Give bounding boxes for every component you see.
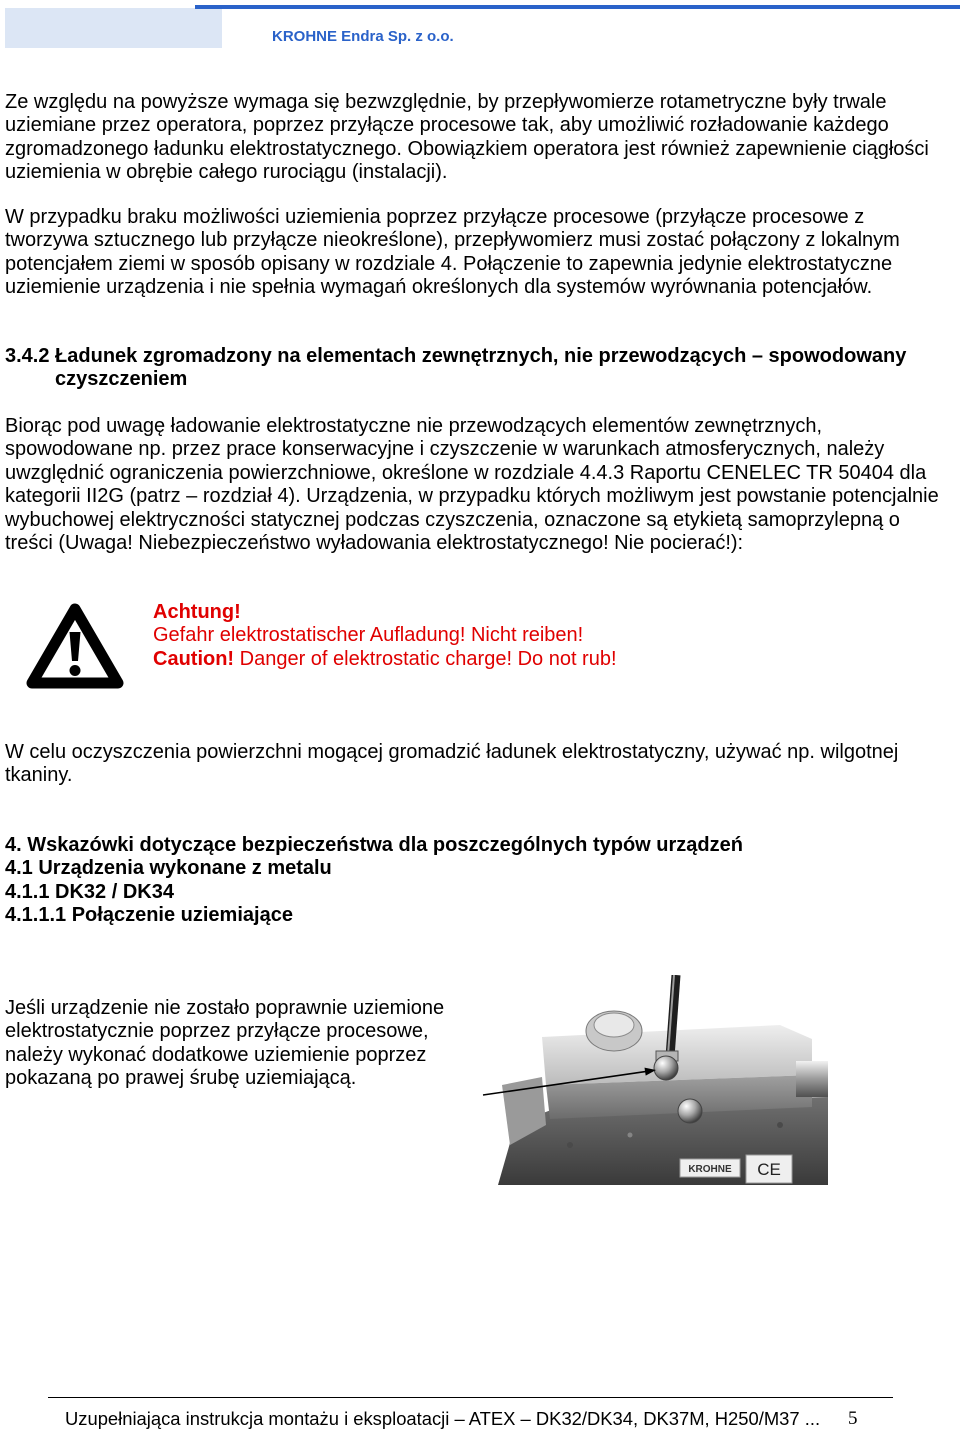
- page-number: 5: [848, 1408, 858, 1429]
- heading-section-4: 4. Wskazówki dotyczące bezpieczeństwa dla poszczególnych typów urządzeń: [5, 834, 743, 856]
- exclamation-dot: [70, 665, 81, 676]
- pipe-fitting: [796, 1061, 828, 1097]
- heading-section-4-1: 4.1 Urządzenia wykonane z metalu: [5, 857, 332, 880]
- text-line: uziemienie urządzenia i nie spełnia wymagań określonych dla systemów wyrównania potencjałów.: [5, 276, 873, 299]
- header-rule: [195, 5, 960, 9]
- footer-rule: [48, 1397, 893, 1398]
- grounding-screw-paragraph: [5, 997, 444, 1091]
- warning-text-en: [153, 648, 617, 671]
- warning-label-text: [153, 601, 617, 671]
- warning-triangle-icon: [25, 600, 125, 692]
- housing-texture: [567, 1142, 573, 1148]
- nameplate-brand: KROHNE: [688, 1164, 732, 1175]
- intro-paragraph: [5, 91, 929, 185]
- text-line: kategorii II2G (patrz – rozdział 4). Urządzenia, w przypadku których możliwym jest powstanie potencjalnie: [5, 485, 939, 508]
- text-line: W celu oczyszczenia powierzchni mogącej gromadzić ładunek elektrostatyczny, używać np. wilgotnej: [5, 741, 899, 763]
- device-photo: [480, 975, 828, 1185]
- text-line: Jeśli urządzenie nie zostało poprawnie uziemione: [5, 997, 445, 1019]
- text-line: Ze względu na powyższe wymaga się bezwzględnie, by przepływomierze rotametryczne były trwale: [5, 91, 887, 113]
- header-logo-box: [5, 8, 222, 48]
- warning-title-de: Achtung!: [153, 601, 241, 623]
- warning-message-en: Danger of elektrostatic charge! Do not rub!: [234, 647, 617, 670]
- section-3-4-2-heading: [5, 345, 906, 392]
- text-line: W przypadku braku możliwości uziemienia poprzez przyłącze procesowe (przyłącze procesowe z: [5, 206, 865, 228]
- cleaning-advice-paragraph: [5, 741, 898, 788]
- housing-texture: [628, 1133, 633, 1138]
- text-line: uziemienia w obrębie całego rurociągu (instalacji).: [5, 161, 448, 184]
- ground-screw: [654, 1056, 678, 1080]
- warning-text-de: Gefahr elektrostatischer Aufladung! Nicht reiben!: [153, 624, 584, 647]
- heading-line: 3.4.2 Ładunek zgromadzony na elementach zewnętrznych, nie przewodzących – spowodowany: [5, 345, 907, 367]
- text-line: elektrostatycznie poprzez przyłącze procesowe,: [5, 1020, 429, 1043]
- text-line: treści (Uwaga! Niebezpieczeństwo wyładowania elektrostatycznego! Nie pocierać!):: [5, 531, 744, 554]
- warning-title-en: Caution!: [153, 647, 235, 670]
- text-line: tkaniny.: [5, 764, 73, 787]
- local-ground-paragraph: [5, 206, 900, 300]
- text-line: tworzywa sztucznego lub przyłącze nieokreślone), przepływomierz musi zostać połączony z lokalnym: [5, 229, 900, 252]
- housing-texture: [777, 1122, 783, 1128]
- text-line: zgromadzonego ładunku elektrostatycznego. Obowiązkiem operatora jest również zapewnienie ciągłości: [5, 137, 929, 160]
- process-connection-top: [594, 1013, 634, 1037]
- text-line: Biorąc pod uwagę ładowanie elektrostatyczne nie przewodzących elementów zewnętrznych,: [5, 415, 823, 437]
- footer-document-title: Uzupełniająca instrukcja montażu i eksploatacji – ATEX – DK32/DK34, DK37M, H250/M37 ...: [65, 1408, 821, 1429]
- section-4-headings: [5, 834, 743, 928]
- text-line: wybuchowej elektryczności statycznej podczas czyszczenia, oznaczone są etykietą samoprzylepną o: [5, 508, 900, 531]
- heading-section-4-1-1-1: 4.1.1.1 Połączenie uziemiające: [5, 904, 293, 927]
- text-line: uwzględnić ograniczenia powierzchniowe, określone w rozdziale 4.4.3 Raportu CENELEC TR 50404 dla: [5, 461, 927, 484]
- section-3-4-2-paragraph: [5, 415, 939, 555]
- company-name: KROHNE Endra Sp. z o.o.: [272, 28, 454, 45]
- text-line: uziemiane przez operatora, poprzez przyłącze procesowe tak, aby umożliwić rozładowanie każdego: [5, 114, 889, 137]
- heading-section-4-1-1: 4.1.1 DK32 / DK34: [5, 880, 174, 903]
- text-line: spowodowane np. przez prace konserwacyjne i czyszczenie w warunkach atmosferycznych, należy: [5, 438, 885, 461]
- text-line: potencjałem ziemi w sposób opisany w rozdziale 4. Połączenie to zapewnia jedynie elektrostatyczne: [5, 252, 893, 275]
- heading-line: czyszczeniem: [55, 368, 188, 391]
- lower-screw: [678, 1099, 702, 1123]
- text-line: należy wykonać dodatkowe uziemienie poprzez: [5, 1043, 427, 1066]
- text-line: pokazaną po prawej śrubę uziemiającą.: [5, 1067, 357, 1090]
- ce-mark: CE: [757, 1160, 781, 1179]
